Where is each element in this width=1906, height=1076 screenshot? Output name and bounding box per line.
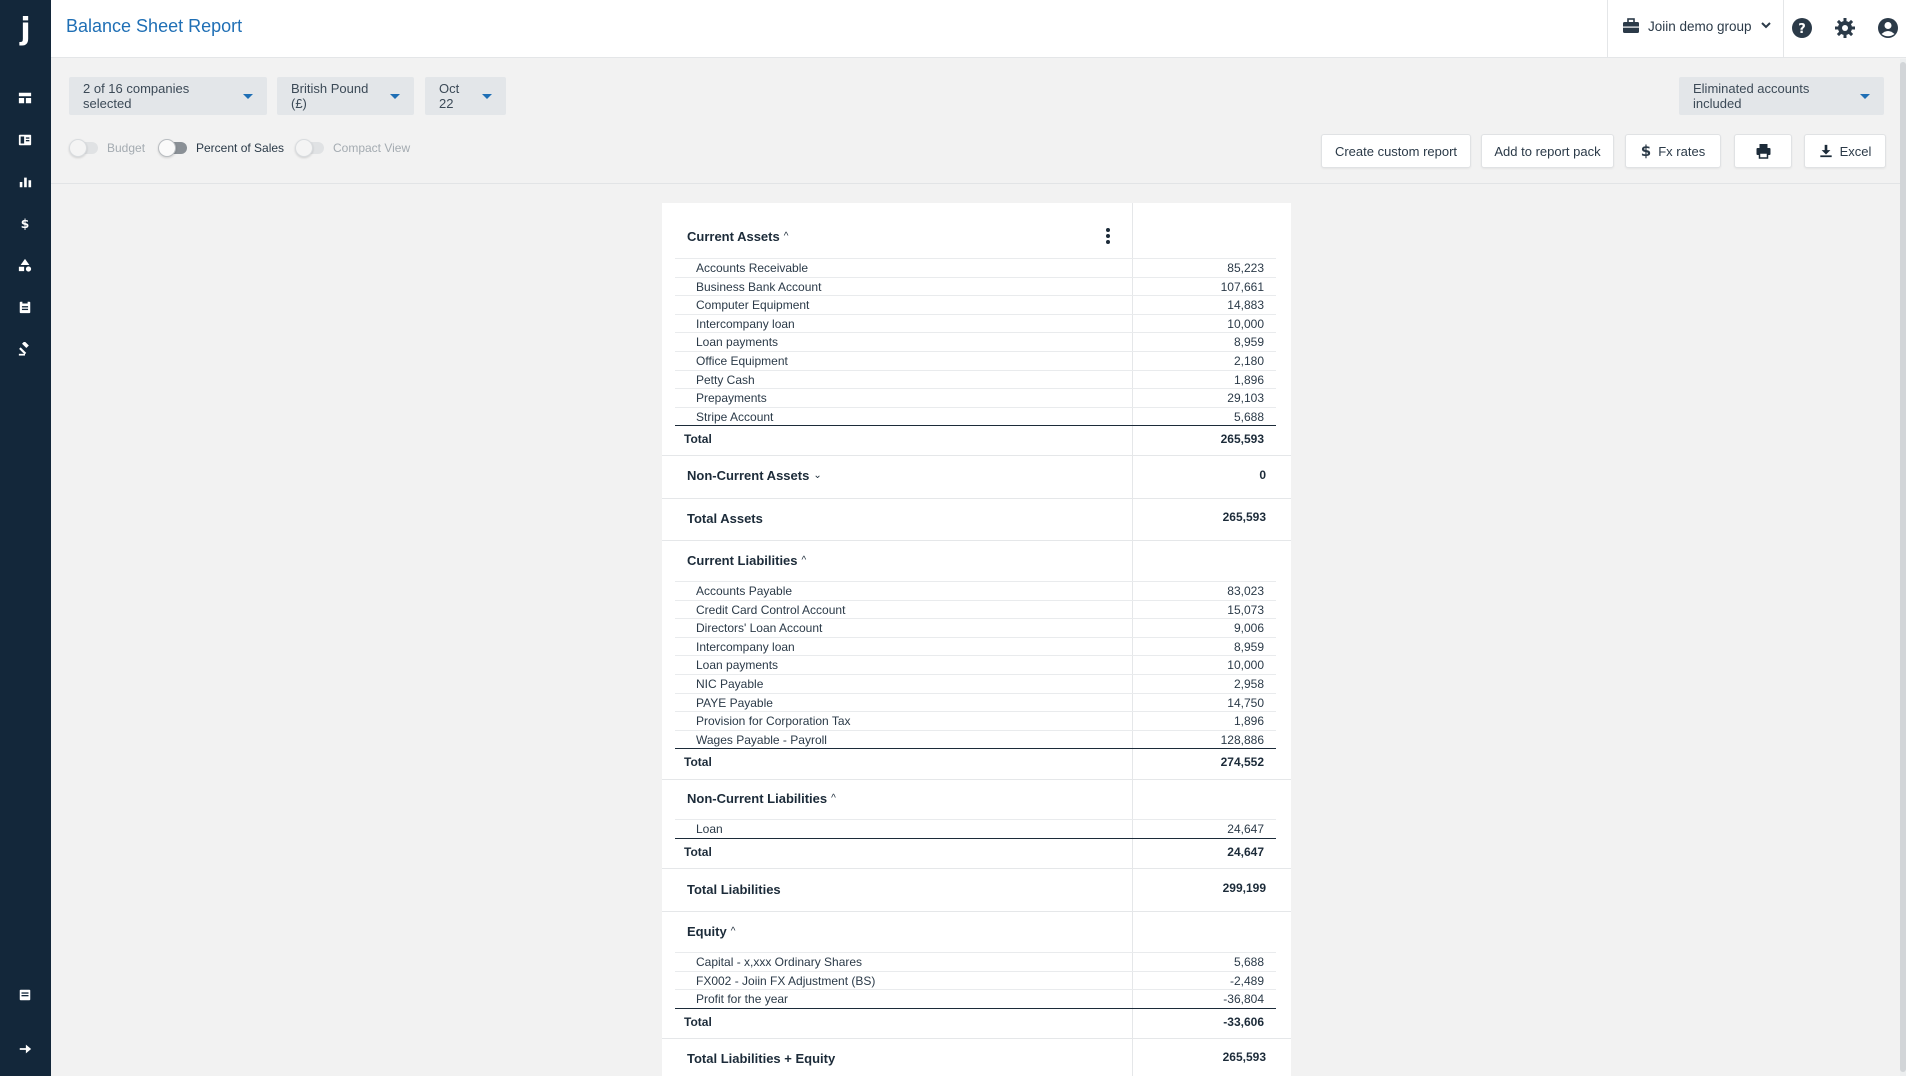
expand-sidebar-icon[interactable] (17, 1041, 33, 1057)
table-row: Loan payments 10,000 (675, 655, 1276, 674)
current-assets-total-row: Total 265,593 (675, 425, 1276, 455)
section-title: Equity (687, 924, 727, 939)
svg-text:?: ? (1798, 22, 1806, 37)
excel-export-button[interactable] (1804, 134, 1886, 168)
shapes-icon[interactable] (17, 257, 33, 273)
table-row: Stripe Account 5,688 (675, 407, 1276, 426)
download-icon (1819, 144, 1833, 158)
dollar-icon[interactable] (17, 215, 33, 231)
chevron-up-icon: ^ (831, 793, 836, 804)
section-title: Current Assets (687, 229, 780, 244)
total-assets-value: 265,593 (1222, 510, 1266, 524)
current-liabilities-header[interactable] (687, 553, 806, 568)
total-liabilities-equity-label: Total Liabilities + Equity (687, 1051, 836, 1066)
add-to-report-pack-label: Add to report pack (1494, 143, 1601, 159)
chevron-down-icon (1760, 19, 1772, 34)
table-row: Intercompany loan 8,959 (675, 637, 1276, 656)
page-title: Balance Sheet Report (66, 16, 243, 36)
divider (662, 1038, 1291, 1039)
table-row: Prepayments 29,103 (675, 388, 1276, 407)
print-button[interactable] (1734, 134, 1792, 168)
percent-of-sales-label: Percent of Sales (196, 141, 285, 155)
percent-of-sales-switch[interactable] (159, 142, 187, 154)
budget-switch[interactable] (70, 142, 98, 154)
table-row: Computer Equipment 14,883 (675, 295, 1276, 314)
non-current-assets-value: 0 (1259, 468, 1266, 482)
companies-dropdown-label: 2 of 16 companies selected (83, 81, 190, 111)
chevron-up-icon: ^ (801, 555, 807, 566)
total-liabilities-equity-value: 265,593 (1222, 1050, 1266, 1064)
divider (662, 498, 1291, 499)
chevron-down-icon: ⌄ (813, 470, 822, 481)
period-dropdown-label: Oct 22 (439, 81, 460, 111)
total-assets-label: Total Assets (687, 511, 763, 526)
briefcase-icon (1622, 18, 1640, 34)
organisation-name: Joiin demo group (1648, 18, 1752, 34)
help-icon[interactable] (1791, 17, 1813, 39)
equity-header[interactable] (687, 924, 735, 939)
add-to-report-pack-button[interactable] (1481, 134, 1614, 168)
equity-total-row: Total -33,606 (675, 1008, 1276, 1038)
user-account-icon[interactable] (1877, 17, 1899, 39)
table-row: Loan 24,647 (675, 819, 1276, 838)
companies-dropdown[interactable] (69, 77, 267, 115)
table-row: Provision for Corporation Tax 1,896 (675, 711, 1276, 730)
scrollbar-thumb[interactable] (1900, 62, 1906, 1072)
table-row: NIC Payable 2,958 (675, 674, 1276, 693)
table-row: Accounts Receivable 85,223 (675, 258, 1276, 277)
non-current-assets-header[interactable] (687, 468, 822, 483)
chevron-up-icon: ^ (783, 231, 789, 242)
divider (662, 868, 1291, 869)
caret-down-icon (390, 94, 400, 99)
organisation-switcher[interactable] (1622, 18, 1772, 34)
fx-rates-label: Fx rates (1658, 143, 1706, 159)
percent-of-sales-toggle[interactable] (159, 141, 284, 155)
table-row: Directors' Loan Account 9,006 (675, 618, 1276, 637)
section-title: Non-Current Liabilities (687, 791, 828, 806)
compact-view-toggle[interactable] (296, 141, 410, 155)
period-dropdown[interactable] (425, 77, 506, 115)
table-row: FX002 - Joiin FX Adjustment (BS) -2,489 (675, 971, 1276, 990)
table-row: Profit for the year -36,804 (675, 989, 1276, 1008)
divider (662, 455, 1291, 456)
table-row: Wages Payable - Payroll 128,886 (675, 730, 1276, 749)
table-row: PAYE Payable 14,750 (675, 693, 1276, 712)
caret-down-icon (482, 94, 492, 99)
divider (662, 779, 1291, 780)
clipboard-icon[interactable] (17, 299, 33, 315)
divider (662, 540, 1291, 541)
table-row: Accounts Payable 83,023 (675, 581, 1276, 600)
table-row: Business Bank Account 107,661 (675, 277, 1276, 296)
section-title: Current Liabilities (687, 553, 798, 568)
table-row: Credit Card Control Account 15,073 (675, 600, 1276, 619)
total-liabilities-value: 299,199 (1222, 881, 1266, 895)
print-icon (1755, 143, 1772, 159)
table-row: Capital - x,xxx Ordinary Shares 5,688 (675, 952, 1276, 971)
document-icon[interactable] (17, 987, 33, 1003)
excel-label: Excel (1839, 143, 1872, 159)
create-custom-report-button[interactable] (1321, 134, 1471, 168)
non-current-liabilities-header[interactable] (687, 791, 836, 806)
fx-rates-button[interactable] (1625, 134, 1721, 168)
gear-icon[interactable] (1834, 17, 1856, 39)
current-liabilities-total-row: Total 274,552 (675, 748, 1276, 778)
table-row: Loan payments 8,959 (675, 332, 1276, 351)
current-assets-header[interactable] (687, 229, 788, 244)
report-toolbar (51, 59, 1906, 184)
svg-text:$: $ (20, 216, 30, 230)
chevron-up-icon: ^ (730, 926, 736, 937)
top-header (51, 0, 1906, 58)
divider (662, 911, 1291, 912)
table-row: Office Equipment 2,180 (675, 351, 1276, 370)
currency-dropdown-label: British Pound (£) (291, 81, 369, 111)
caret-down-icon (1860, 94, 1870, 99)
eliminated-accounts-label: Eliminated accounts included (1693, 81, 1810, 111)
balance-sheet-report (662, 203, 1291, 1076)
budget-toggle[interactable] (70, 141, 145, 155)
budget-toggle-label: Budget (107, 141, 146, 155)
table-row: Intercompany loan 10,000 (675, 314, 1276, 333)
total-liabilities-label: Total Liabilities (687, 882, 781, 897)
eliminated-accounts-dropdown[interactable] (1679, 77, 1884, 115)
divider (1607, 0, 1608, 58)
compact-view-label: Compact View (333, 141, 411, 155)
sidebar (0, 0, 51, 1076)
divider (1783, 0, 1784, 58)
reports-icon[interactable] (17, 132, 33, 148)
dollar-icon: $ (1640, 142, 1652, 160)
dashboard-icon[interactable] (17, 90, 33, 106)
compact-view-switch[interactable] (296, 142, 324, 154)
non-current-liabilities-total-row: Total 24,647 (675, 838, 1276, 868)
currency-dropdown[interactable] (277, 77, 414, 115)
section-title: Non-Current Assets (687, 468, 810, 483)
create-custom-report-label: Create custom report (1334, 143, 1458, 159)
caret-down-icon (243, 94, 253, 99)
gavel-icon[interactable] (17, 341, 33, 357)
bar-chart-icon[interactable] (17, 174, 33, 190)
table-row: Petty Cash 1,896 (675, 370, 1276, 389)
more-options-icon[interactable] (1105, 228, 1111, 244)
app-logo[interactable]: j (20, 11, 31, 47)
